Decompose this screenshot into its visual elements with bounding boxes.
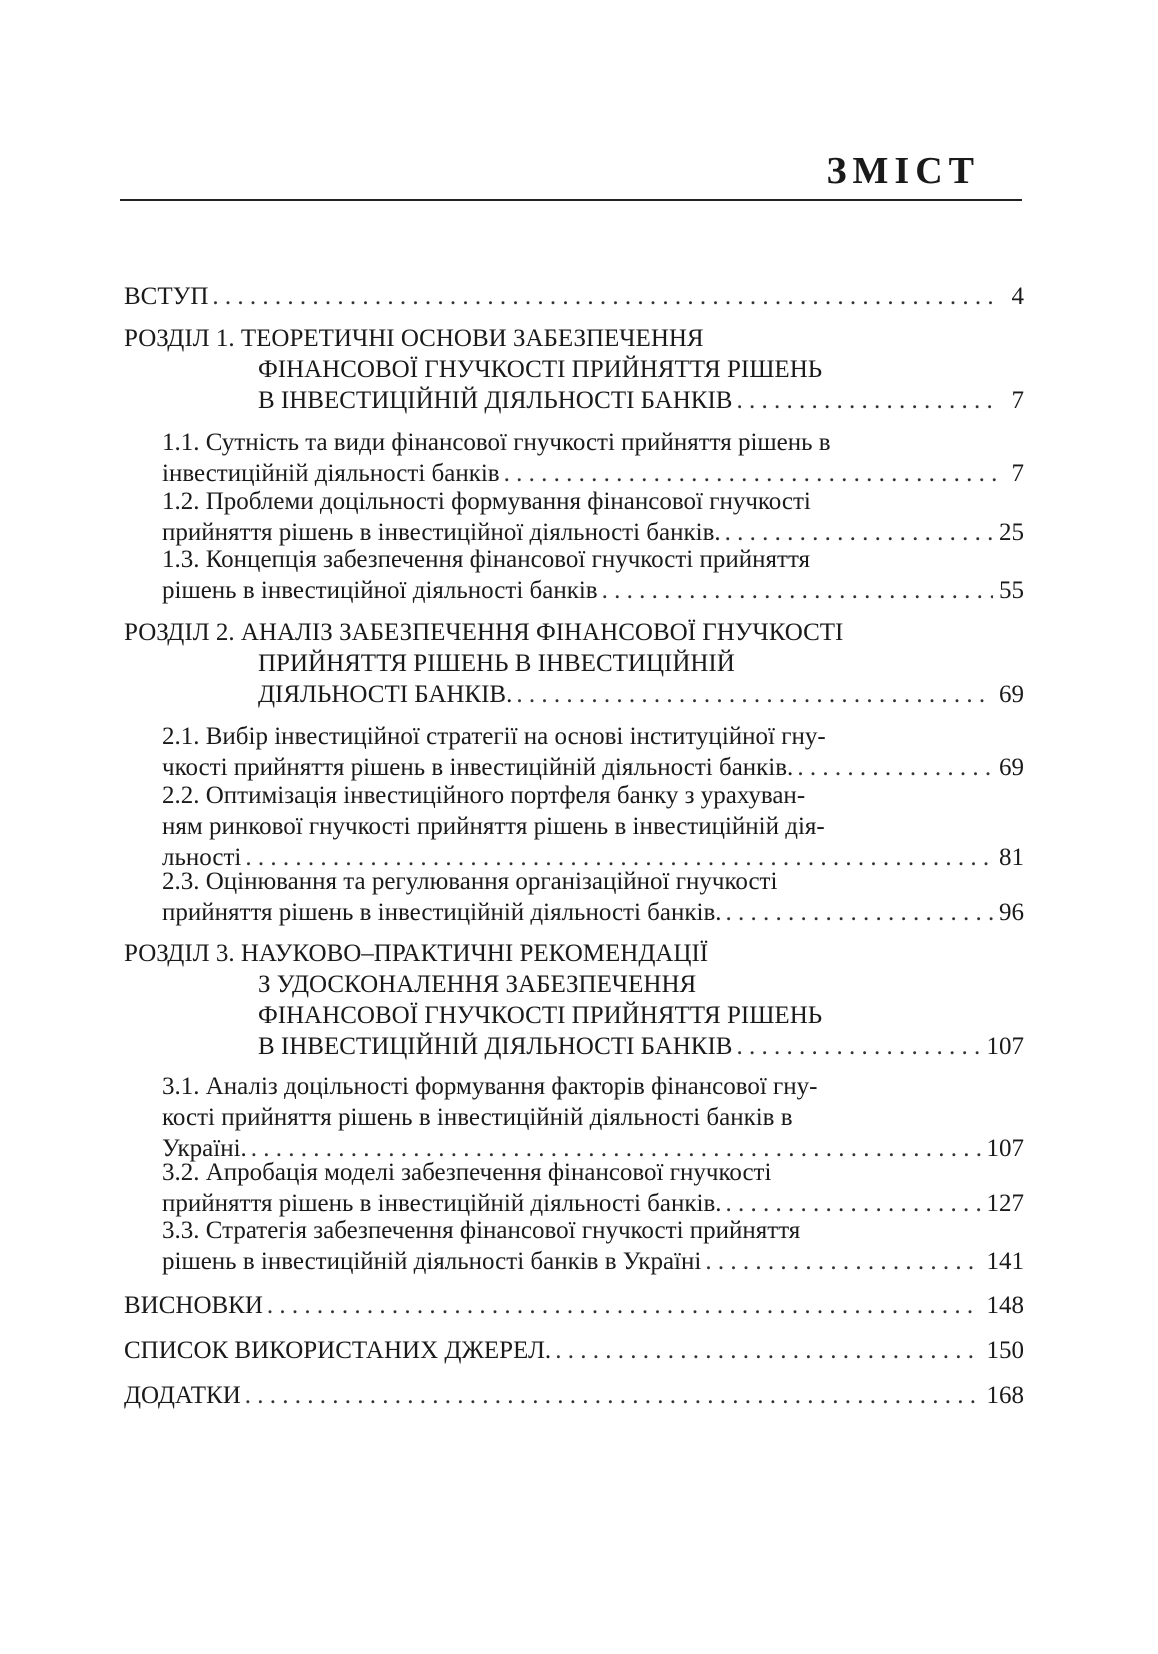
dot-leader [267,1290,981,1321]
page-number: 7 [1011,460,1024,487]
toc-entry-text: 1.3. Концепція забезпечення фінансової гнучкості прийняття [162,546,811,573]
toc-entry-section-3-2 [162,1157,1024,1219]
toc-entry-text: чкості прийняття рішень в інвестиційній діяльності банків. [162,754,794,781]
toc-entry-text: З УДОСКОНАЛЕННЯ ЗАБЕЗПЕЧЕННЯ [258,971,697,998]
toc-entry-text: льності [162,844,242,871]
dot-leader [212,281,998,312]
toc-entry-section-1-3 [162,544,1024,606]
toc-entry-text: 1.2. Проблеми доцільності формування фінансової гнучкості [162,488,811,515]
toc-entry-text: 3.3. Стратегія забезпечення фінансової гнучкості прийняття [162,1217,801,1244]
toc-entry-text: 2.3. Оцінювання та регулювання організаційної гнучкості [162,868,778,895]
page-number: 107 [986,1135,1024,1162]
page-number: 7 [1011,387,1024,414]
toc-entry-text: ДОДАТКИ [124,1382,241,1409]
toc-entry-text: прийняття рішень в інвестиційній діяльності банків. [162,899,722,926]
toc-entry-text: ДІЯЛЬНОСТІ БАНКІВ. [258,681,513,708]
title-rule [120,199,1022,201]
toc-entry-section-3-3 [162,1215,1024,1277]
toc-entry-chapter-1 [124,323,1024,416]
toc-entry-text: рішень в інвестиційної діяльності банків [162,577,598,604]
page-number: 55 [999,577,1024,604]
page-number: 168 [986,1382,1024,1409]
toc-entry-text: ПРИЙНЯТТЯ РІШЕНЬ В ІНВЕСТИЦІЙНІЙ [258,650,735,677]
page-title: ЗМІСТ [826,150,980,192]
page-number: 69 [999,681,1024,708]
dot-leader [736,385,998,416]
page-number: 4 [1011,283,1024,310]
toc-entry-text: РОЗДІЛ 2. АНАЛІЗ ЗАБЕЗПЕЧЕННЯ ФІНАНСОВОЇ ГНУЧКОСТІ [124,619,844,646]
toc-entry-text: 3.1. Аналіз доцільності формування факторів фінансової гну- [162,1073,818,1100]
page-number: 69 [999,754,1024,781]
toc-entry-text: рішень в інвестиційній діяльності банків в Україні [162,1248,702,1275]
toc-entry-intro [124,281,1024,312]
toc-entry-section-3-1 [162,1071,1024,1164]
toc-entry-text: прийняття рішень в інвестиційної діяльності банків. [162,519,721,546]
toc-entry-section-1-2 [162,486,1024,548]
dot-leader [602,575,993,606]
page-number: 81 [999,844,1024,871]
dot-leader [797,752,993,783]
toc-entry-chapter-2 [124,617,1024,710]
toc-entry-text: ВИСНОВКИ [124,1292,263,1319]
dot-leader [504,458,998,489]
toc-entry-section-2-2 [162,780,1024,873]
toc-entry-text: РОЗДІЛ 1. ТЕОРЕТИЧНІ ОСНОВИ ЗАБЕЗПЕЧЕННЯ [124,325,704,352]
toc-entry-text: РОЗДІЛ 3. НАУКОВО–ПРАКТИЧНІ РЕКОМЕНДАЦІЇ [124,940,709,967]
page-number: 107 [986,1033,1024,1060]
toc-entry-text: В ІНВЕСТИЦІЙНІЙ ДІЯЛЬНОСТІ БАНКІВ [258,1033,733,1060]
dot-leader [726,897,993,928]
page-number: 148 [986,1292,1024,1319]
toc-entry-appendices [124,1380,1024,1411]
toc-entry-section-2-1 [162,721,1024,783]
dot-leader [736,1031,980,1062]
toc-entry-references [124,1335,1024,1366]
toc-entry-text: інвестиційній діяльності банків [162,460,500,487]
toc-entry-text: ням ринкової гнучкості прийняття рішень в інвестиційній дія- [162,813,825,840]
toc-entry-text: 2.1. Вибір інвестиційної стратегії на основі інституційної гну- [162,723,826,750]
page-number: 25 [999,519,1024,546]
toc-entry-text: 2.2. Оптимізація інвестиційного портфеля банку з урахуван- [162,782,806,809]
toc-entry-text: В ІНВЕСТИЦІЙНІЙ ДІЯЛЬНОСТІ БАНКІВ [258,387,733,414]
page-number: 141 [986,1248,1024,1275]
toc-entry-section-1-1 [162,427,1024,489]
dot-leader [245,1380,981,1411]
page-number: 127 [986,1190,1024,1217]
toc-entry-text: ФІНАНСОВОЇ ГНУЧКОСТІ ПРИЙНЯТТЯ РІШЕНЬ [258,356,823,383]
toc-entry-text: ВСТУП [124,283,209,310]
toc-entry-conclusions [124,1290,1024,1321]
toc-entry-text: Україні. [162,1135,247,1162]
toc-entry-text: ФІНАНСОВОЇ ГНУЧКОСТІ ПРИЙНЯТТЯ РІШЕНЬ [258,1002,823,1029]
toc-entry-text: 1.1. Сутність та види фінансової гнучкості прийняття рішень в [162,429,831,456]
toc-entry-text: 3.2. Апробація моделі забезпечення фінансової гнучкості [162,1159,772,1186]
dot-leader [705,1246,980,1277]
toc-entry-section-2-3 [162,866,1024,928]
toc-entry-chapter-3 [124,938,1024,1062]
page-number: 96 [999,899,1024,926]
toc-entry-text: кості прийняття рішень в інвестиційній діяльності банків в [162,1104,793,1131]
toc-entry-text: СПИСОК ВИКОРИСТАНИХ ДЖЕРЕЛ. [124,1337,552,1364]
dot-leader [555,1335,980,1366]
toc-entry-text: прийняття рішень в інвестиційній діяльності банків. [162,1190,722,1217]
page-number: 150 [986,1337,1024,1364]
dot-leader [516,679,993,710]
